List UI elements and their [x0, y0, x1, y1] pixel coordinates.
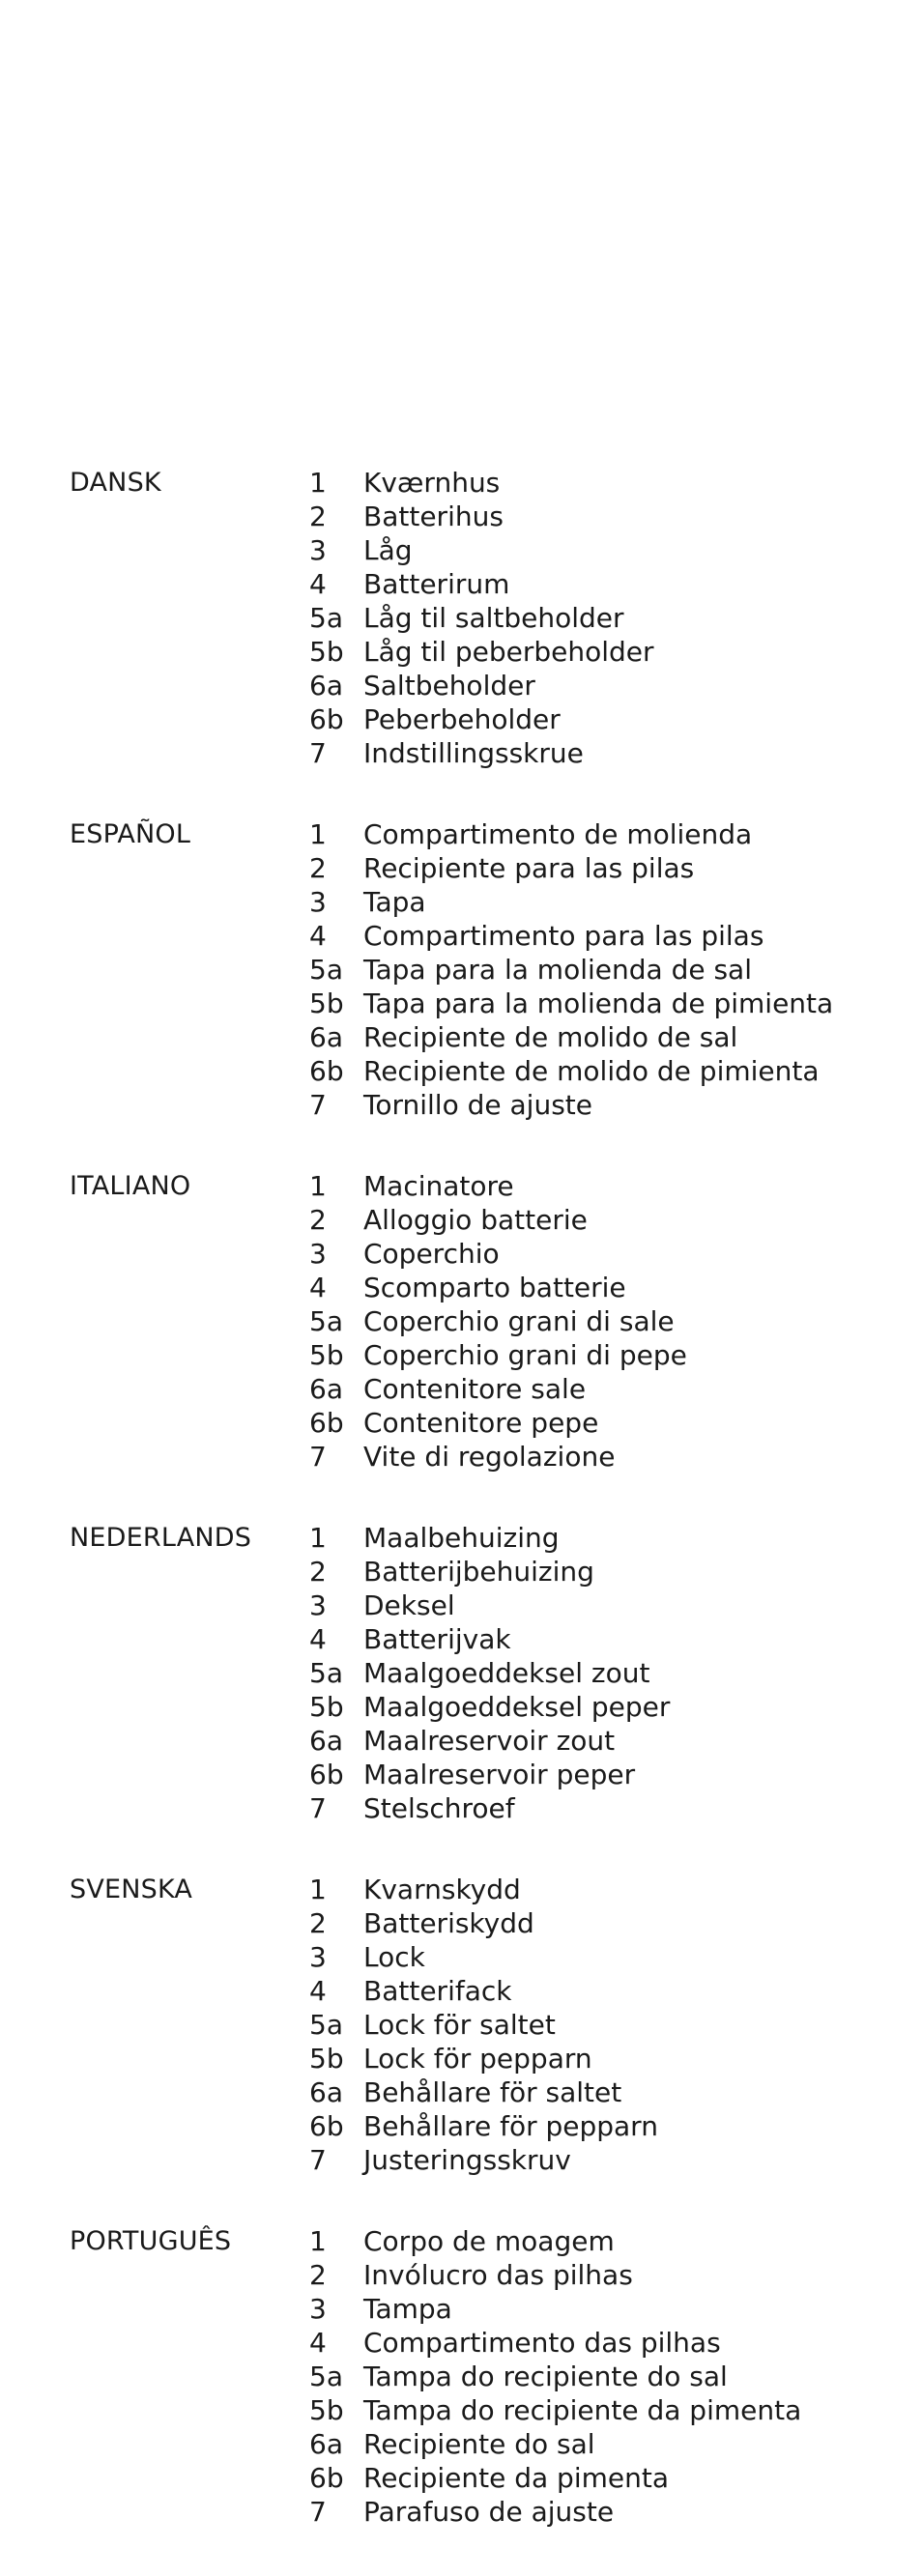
- part-number: 6b: [309, 1055, 344, 1087]
- language-section: [70, 2224, 901, 2529]
- part-label: Batterirum: [363, 568, 510, 600]
- part-label: Maalreservoir zout: [363, 1725, 616, 1757]
- language-heading: ITALIANO: [70, 1171, 191, 1201]
- list-item: [309, 601, 654, 635]
- list-item: [309, 1791, 670, 1825]
- part-number: 6a: [309, 2076, 343, 2108]
- part-number: 6a: [309, 670, 343, 701]
- part-label: Saltbeholder: [363, 670, 535, 701]
- list-item: [309, 851, 833, 885]
- part-label: Behållare för saltet: [363, 2076, 622, 2108]
- part-label: Vite di regolazione: [363, 1441, 616, 1473]
- list-item: [309, 2109, 658, 2143]
- part-label: Tampa do recipiente da pimenta: [363, 2394, 802, 2426]
- part-label: Maalbehuizing: [363, 1522, 560, 1554]
- list-item: [309, 1271, 687, 1304]
- list-item: [309, 1169, 687, 1203]
- part-label: Lock: [363, 1941, 425, 1973]
- part-label: Tapa: [363, 886, 426, 918]
- language-heading: ESPAÑOL: [70, 819, 191, 849]
- part-label: Kværnhus: [363, 467, 501, 499]
- list-item: [309, 2143, 658, 2177]
- list-item: [309, 466, 654, 500]
- part-label: Deksel: [363, 1589, 455, 1621]
- list-item: [309, 1372, 687, 1406]
- part-label: Maalgoeddeksel zout: [363, 1657, 650, 1689]
- list-item: [309, 2495, 801, 2529]
- part-number: 5b: [309, 2043, 344, 2075]
- language-section: [70, 1169, 901, 1474]
- part-label: Maalreservoir peper: [363, 1759, 636, 1790]
- list-item: [309, 702, 654, 736]
- part-label: Behållare för pepparn: [363, 2110, 658, 2142]
- list-item: [309, 2461, 801, 2495]
- part-number: 1: [309, 2225, 327, 2257]
- part-label: Contenitore pepe: [363, 1407, 599, 1439]
- list-item: [309, 567, 654, 601]
- part-label: Peberbeholder: [363, 703, 561, 735]
- part-label: Justeringsskruv: [363, 2144, 571, 2176]
- part-number: 7: [309, 737, 327, 769]
- part-label: Contenitore sale: [363, 1373, 587, 1405]
- part-number: 3: [309, 1941, 327, 1973]
- part-number: 7: [309, 2144, 327, 2176]
- list-item: [309, 1406, 687, 1440]
- part-label: Tampa: [363, 2293, 452, 2325]
- part-number: 5b: [309, 2394, 344, 2426]
- part-number: 6b: [309, 1407, 344, 1439]
- language-heading: PORTUGUÊS: [70, 2226, 232, 2256]
- parts-list-items: [309, 817, 833, 1122]
- part-label: Alloggio batterie: [363, 1204, 588, 1236]
- parts-list: [70, 466, 901, 2576]
- list-item: [309, 817, 833, 851]
- part-label: Lock för saltet: [363, 2009, 556, 2041]
- list-item: [309, 1758, 670, 1791]
- part-number: 6b: [309, 1759, 344, 1790]
- part-number: 3: [309, 534, 327, 566]
- list-item: [309, 1203, 687, 1237]
- list-item: [309, 635, 654, 669]
- parts-list-items: [309, 1873, 658, 2177]
- part-label: Låg til saltbeholder: [363, 602, 624, 634]
- list-item: [309, 2224, 801, 2258]
- part-label: Compartimento de molienda: [363, 818, 753, 850]
- part-number: 2: [309, 501, 327, 532]
- list-item: [309, 2427, 801, 2461]
- list-item: [309, 533, 654, 567]
- list-item: [309, 1054, 833, 1088]
- parts-list-items: [309, 1169, 687, 1474]
- language-section: [70, 466, 901, 770]
- list-item: [309, 2075, 658, 2109]
- list-item: [309, 1020, 833, 1054]
- part-number: 6a: [309, 2428, 343, 2460]
- part-number: 5b: [309, 636, 344, 668]
- list-item: [309, 1304, 687, 1338]
- part-number: 2: [309, 1556, 327, 1588]
- part-label: Invólucro das pilhas: [363, 2259, 633, 2291]
- part-number: 2: [309, 852, 327, 884]
- part-label: Tampa do recipiente do sal: [363, 2361, 728, 2392]
- part-number: 3: [309, 886, 327, 918]
- list-item: [309, 736, 654, 770]
- part-label: Batterijvak: [363, 1623, 511, 1655]
- part-number: 7: [309, 1089, 327, 1121]
- part-number: 6a: [309, 1725, 343, 1757]
- parts-list-items: [309, 2224, 801, 2529]
- list-item: [309, 2360, 801, 2393]
- list-item: [309, 1906, 658, 1940]
- list-item: [309, 2008, 658, 2042]
- part-label: Coperchio: [363, 1238, 500, 1270]
- part-label: Tornillo de ajuste: [363, 1089, 592, 1121]
- part-label: Recipiente da pimenta: [363, 2462, 669, 2494]
- parts-list-items: [309, 1521, 670, 1825]
- language-section: [70, 1521, 901, 1825]
- part-label: Coperchio grani di sale: [363, 1305, 675, 1337]
- list-item: [309, 1088, 833, 1122]
- part-label: Maalgoeddeksel peper: [363, 1691, 671, 1723]
- list-item: [309, 2042, 658, 2075]
- part-label: Batteriskydd: [363, 1907, 534, 1939]
- list-item: [309, 2326, 801, 2360]
- part-label: Batterifack: [363, 1975, 512, 2007]
- part-number: 3: [309, 2293, 327, 2325]
- part-number: 5a: [309, 602, 343, 634]
- part-number: 5b: [309, 1339, 344, 1371]
- part-number: 6a: [309, 1373, 343, 1405]
- part-number: 6a: [309, 1021, 343, 1053]
- part-number: 7: [309, 2496, 327, 2528]
- part-label: Batterihus: [363, 501, 504, 532]
- part-label: Lock för pepparn: [363, 2043, 592, 2075]
- part-number: 2: [309, 2259, 327, 2291]
- list-item: [309, 669, 654, 702]
- part-number: 4: [309, 1272, 327, 1303]
- part-label: Coperchio grani di pepe: [363, 1339, 687, 1371]
- list-item: [309, 1237, 687, 1271]
- part-label: Tapa para la molienda de pimienta: [363, 987, 834, 1019]
- part-number: 3: [309, 1238, 327, 1270]
- part-label: Parafuso de ajuste: [363, 2496, 615, 2528]
- part-label: Stelschroef: [363, 1792, 515, 1824]
- language-section: [70, 1873, 901, 2177]
- list-item: [309, 1622, 670, 1656]
- list-item: [309, 500, 654, 533]
- part-label: Macinatore: [363, 1170, 514, 1202]
- list-item: [309, 1690, 670, 1724]
- part-label: Recipiente para las pilas: [363, 852, 695, 884]
- part-number: 4: [309, 1975, 327, 2007]
- list-item: [309, 2258, 801, 2292]
- list-item: [309, 1521, 670, 1555]
- list-item: [309, 1656, 670, 1690]
- part-number: 1: [309, 1522, 327, 1554]
- list-item: [309, 1873, 658, 1906]
- list-item: [309, 953, 833, 987]
- list-item: [309, 1440, 687, 1474]
- part-number: 5a: [309, 1305, 343, 1337]
- part-label: Batterijbehuizing: [363, 1556, 594, 1588]
- part-number: 5b: [309, 1691, 344, 1723]
- part-number: 6b: [309, 703, 344, 735]
- part-number: 1: [309, 1170, 327, 1202]
- language-heading: DANSK: [70, 468, 161, 498]
- list-item: [309, 885, 833, 919]
- list-item: [309, 1338, 687, 1372]
- part-label: Indstillingsskrue: [363, 737, 584, 769]
- part-number: 5b: [309, 987, 344, 1019]
- part-label: Compartimento das pilhas: [363, 2327, 721, 2359]
- part-label: Recipiente de molido de pimienta: [363, 1055, 820, 1087]
- part-label: Kvarnskydd: [363, 1874, 521, 1905]
- parts-list-items: [309, 466, 654, 770]
- part-label: Tapa para la molienda de sal: [363, 954, 752, 986]
- part-number: 2: [309, 1204, 327, 1236]
- part-number: 2: [309, 1907, 327, 1939]
- part-label: Compartimento para las pilas: [363, 920, 764, 952]
- part-number: 1: [309, 1874, 327, 1905]
- part-label: Recipiente do sal: [363, 2428, 595, 2460]
- list-item: [309, 919, 833, 953]
- language-heading: SVENSKA: [70, 1875, 193, 1904]
- part-label: Corpo de moagem: [363, 2225, 615, 2257]
- part-number: 4: [309, 2327, 327, 2359]
- part-number: 7: [309, 1441, 327, 1473]
- part-number: 5a: [309, 2361, 343, 2392]
- part-number: 5a: [309, 2009, 343, 2041]
- part-number: 5a: [309, 954, 343, 986]
- part-number: 6b: [309, 2110, 344, 2142]
- language-heading: NEDERLANDS: [70, 1523, 252, 1553]
- part-number: 1: [309, 818, 327, 850]
- part-number: 4: [309, 920, 327, 952]
- list-item: [309, 1589, 670, 1622]
- part-number: 7: [309, 1792, 327, 1824]
- list-item: [309, 1724, 670, 1758]
- language-section: [70, 817, 901, 1122]
- part-number: 6b: [309, 2462, 344, 2494]
- part-number: 4: [309, 568, 327, 600]
- part-number: 4: [309, 1623, 327, 1655]
- part-label: Låg: [363, 534, 413, 566]
- list-item: [309, 1555, 670, 1589]
- part-number: 3: [309, 1589, 327, 1621]
- list-item: [309, 987, 833, 1020]
- part-label: Recipiente de molido de sal: [363, 1021, 738, 1053]
- list-item: [309, 2393, 801, 2427]
- list-item: [309, 2292, 801, 2326]
- list-item: [309, 1974, 658, 2008]
- part-number: 1: [309, 467, 327, 499]
- part-number: 5a: [309, 1657, 343, 1689]
- part-label: Låg til peberbeholder: [363, 636, 654, 668]
- list-item: [309, 1940, 658, 1974]
- part-label: Scomparto batterie: [363, 1272, 626, 1303]
